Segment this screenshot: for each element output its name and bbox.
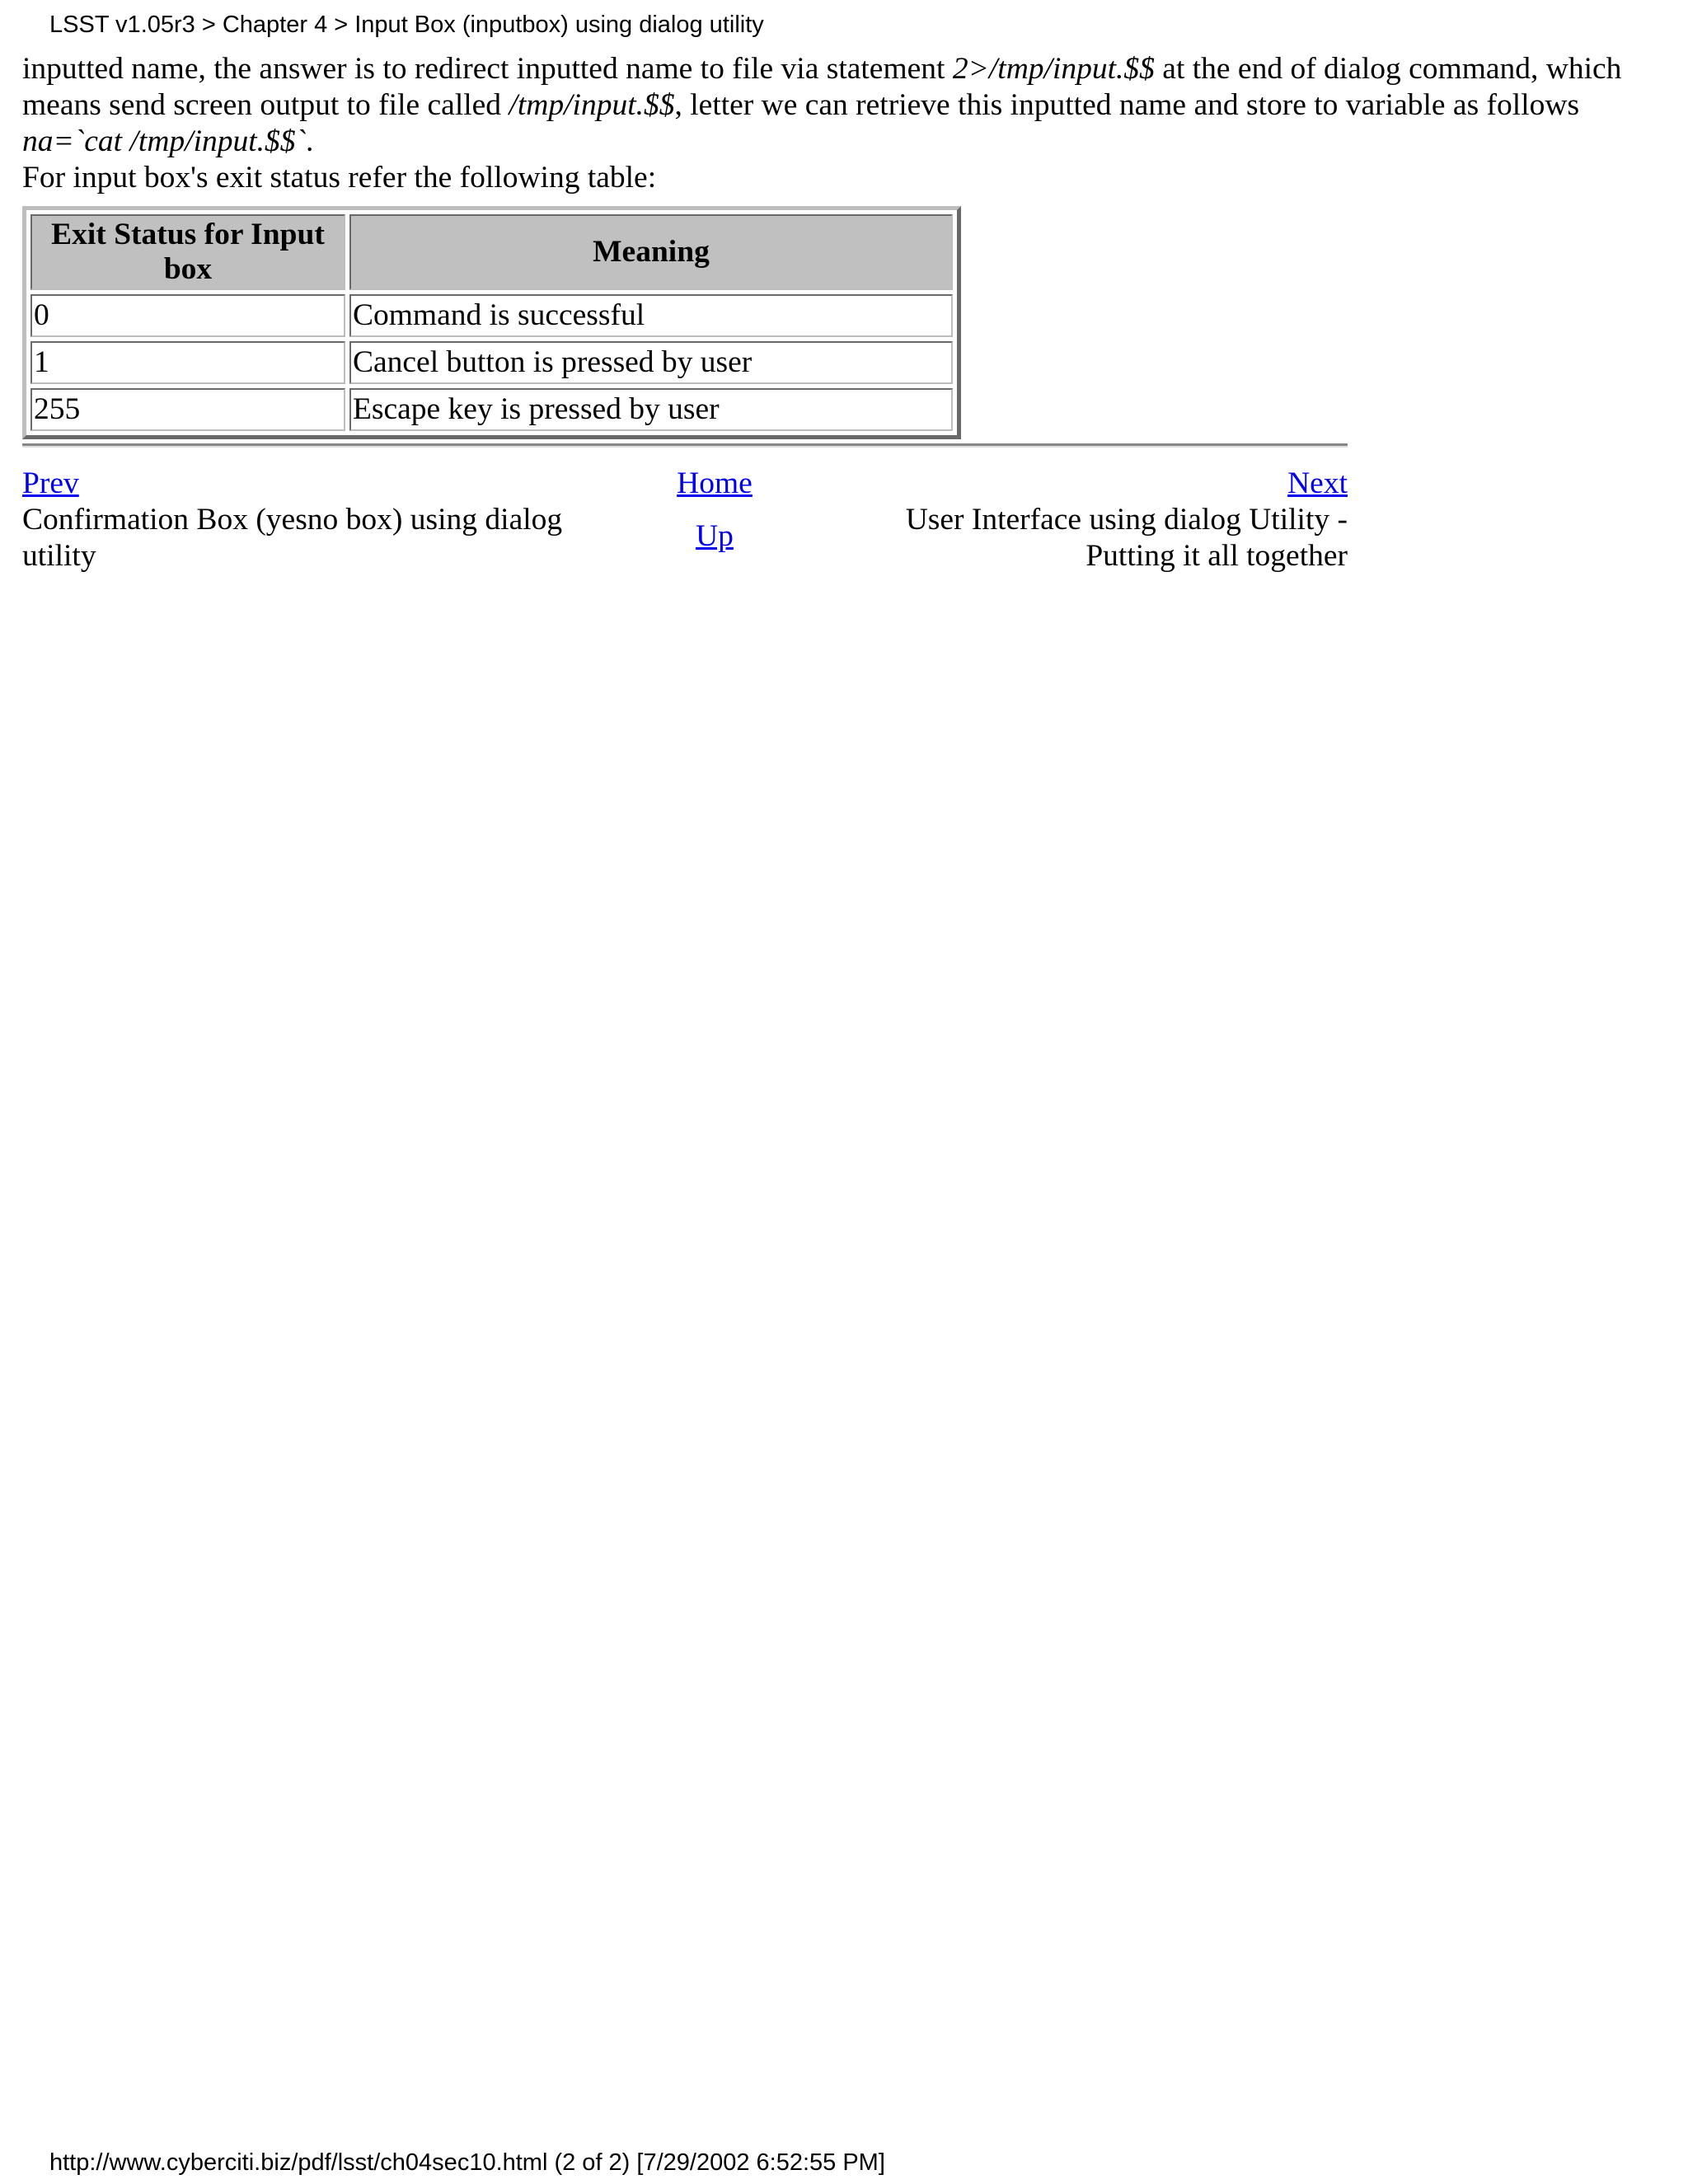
next-page-title: User Interface using dialog Utility - Putting it all together [905, 503, 1348, 573]
table-intro: For input box's exit status refer the following table: [22, 161, 657, 194]
print-header: LSST v1.05r3 > Chapter 4 > Input Box (inputbox) using dialog utility [49, 12, 764, 38]
table-row [30, 388, 953, 431]
variable-assignment: na=`cat /tmp/input.$$` [22, 124, 307, 158]
nav-prev-section [22, 466, 599, 574]
body-paragraph [22, 51, 1667, 160]
column-header-meaning: Meaning [349, 214, 953, 290]
paragraph-text-2: at the end of dialog command, which means send screen output to file called [22, 52, 1622, 122]
table-row [30, 294, 953, 337]
next-link[interactable]: Next [1287, 466, 1348, 500]
home-link[interactable]: Home [677, 466, 753, 500]
table-row [30, 341, 953, 384]
up-link[interactable]: Up [696, 519, 734, 553]
paragraph-text-4: . [306, 124, 314, 158]
exit-status-cell: 1 [30, 341, 345, 384]
meaning-cell: Escape key is pressed by user [349, 388, 953, 431]
paragraph-text-1: inputted name, the answer is to redirect inputted name to file via statement [22, 52, 953, 86]
prev-page-title: Confirmation Box (yesno box) using dialog utility [22, 503, 563, 573]
meaning-cell: Cancel button is pressed by user [349, 341, 953, 384]
prev-link[interactable]: Prev [22, 466, 79, 500]
paragraph-text-3: , letter we can retrieve this inputted name and store to variable as follows [674, 88, 1580, 122]
redirect-statement: 2>/tmp/input.$$ [952, 52, 1155, 86]
column-header-exit-status: Exit Status for Input box [30, 214, 345, 290]
exit-status-cell: 0 [30, 294, 345, 337]
exit-status-cell: 255 [30, 388, 345, 431]
table-header-row [30, 214, 953, 290]
temp-file-name: /tmp/input.$$ [509, 88, 675, 122]
nav-home-section [599, 466, 830, 555]
main-content [22, 51, 1667, 439]
meaning-cell: Command is successful [349, 294, 953, 337]
print-footer: http://www.cyberciti.biz/pdf/lsst/ch04sec10.html (2 of 2) [7/29/2002 6:52:55 PM] [49, 2149, 885, 2176]
navigation-divider [22, 443, 1348, 448]
exit-status-table [22, 206, 961, 439]
nav-next-section [830, 466, 1348, 574]
